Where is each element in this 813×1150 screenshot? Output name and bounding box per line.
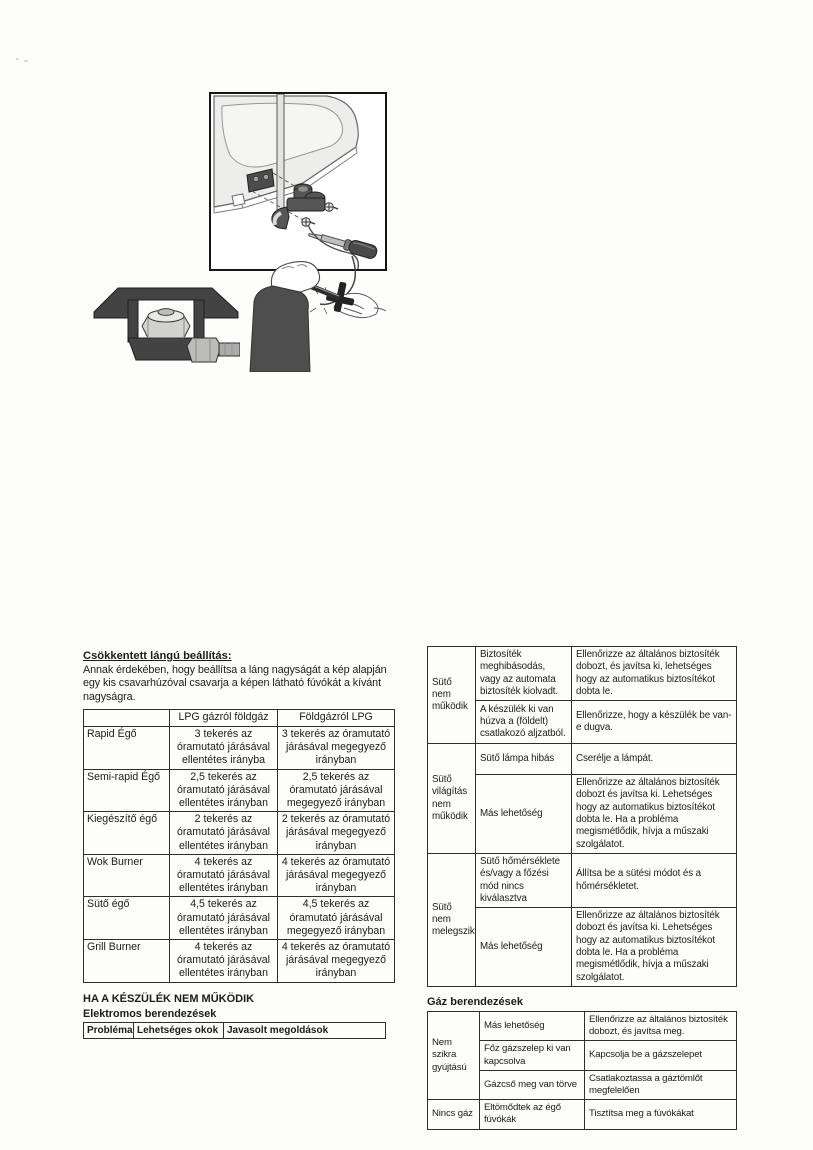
turns-cell: 4,5 tekerés az óramutató járásával megegyező irányban [278, 897, 395, 940]
reduced-flame-heading: Csökkentett lángú beállítás: [83, 650, 232, 662]
table-header-row [84, 709, 395, 726]
burner-name-cell: Kiegészítő égő [84, 812, 170, 855]
cause-cell: Más lehetőség [476, 908, 572, 987]
exploded-view-figure [209, 92, 387, 271]
turns-cell: 4 tekerés az óramutató járásával megegyező irányban [278, 939, 395, 982]
turns-cell: 4,5 tekerés az óramutató járásával ellentétes irányban [170, 897, 278, 940]
turns-cell: 3 tekerés az óramutató járásával megegyező irányban [278, 726, 395, 769]
right-column [427, 646, 738, 1130]
problem-header-table [83, 1022, 386, 1039]
cause-cell: Főz gázszelep ki van kapcsolva [480, 1041, 585, 1070]
col-header-problem: Probléma [84, 1022, 134, 1038]
empty-header-cell [84, 709, 170, 726]
gas-troubleshooting-table [427, 1011, 737, 1130]
solution-cell: Tisztítsa meg a fúvókákat [585, 1100, 737, 1129]
table-row [84, 897, 395, 940]
hex-nut-icon [142, 309, 190, 338]
scan-artifact [16, 58, 19, 60]
problem-cell: Nem szikra gyújtású [428, 1011, 480, 1099]
table-header-row [84, 1022, 386, 1038]
turns-cell: 4 tekerés az óramutató járásával ellentétes irányban [170, 939, 278, 982]
table-row [428, 853, 737, 907]
burner-name-cell: Rapid Égő [84, 726, 170, 769]
scan-artifact [24, 60, 28, 62]
forearm-sleeve [250, 286, 310, 372]
cause-cell: Sütő hőmérséklete és/vagy a főzési mód nincs kiválasztva [476, 853, 572, 907]
col-header-solutions: Javasolt megoldások [224, 1022, 386, 1038]
cause-cell: Sütő lámpa hibás [476, 744, 572, 775]
solution-cell: Állítsa be a sütési módot és a hőmérsékletet. [572, 853, 737, 907]
turns-cell: 4 tekerés az óramutató járásával megegyező irányban [278, 854, 395, 897]
solution-cell: Ellenőrizze az általános biztosíték dobozt és javítsa ki. Lehetséges hogy az automatikus biztosítékot dobta le. Ha a probléma megismétlődik, hívja a műszaki szolgálatot. [572, 775, 737, 854]
table-row [428, 1011, 737, 1040]
burner-name-cell: Grill Burner [84, 939, 170, 982]
turns-cell: 2,5 tekerés az óramutató járásával megegyező irányban [278, 769, 395, 812]
table-row [84, 939, 395, 982]
bracket-figure [92, 282, 240, 377]
table-row [84, 769, 395, 812]
burner-name-cell: Wok Burner [84, 854, 170, 897]
screw-icon [325, 203, 338, 211]
col-header-lpg-to-natural: LPG gázról földgáz [170, 709, 278, 726]
gas-section-title: Gáz berendezések [427, 995, 523, 1008]
left-column [83, 650, 405, 1039]
pipe-coupling-icon [187, 338, 240, 362]
table-row [84, 812, 395, 855]
cause-cell: Más lehetőség [480, 1011, 585, 1040]
solution-cell: Csatlakoztassa a gáztömlőt megfelelően [585, 1070, 737, 1099]
table-row [428, 647, 737, 701]
table-row [428, 744, 737, 775]
gas-bracket-fitting-illustration [92, 282, 240, 372]
turns-cell: 2,5 tekerés az óramutató járásával ellentétes irányban [170, 769, 278, 812]
col-header-natural-to-lpg: Földgázról LPG [278, 709, 395, 726]
screwdriver-icon [307, 227, 378, 259]
solution-cell: Ellenőrizze az általános biztosíték dobozt és javítsa ki. Lehetséges hogy az automatikus biztosítékot dobta le. Ha a probléma megismétlődik, hívja a műszaki szolgálatot. [572, 908, 737, 987]
solution-cell: Cserélje a lámpát. [572, 744, 737, 775]
cause-cell: Biztosíték meghibásodás, vagy az automata biztosíték kiolvadt. [476, 647, 572, 701]
cause-cell: Eltömődtek az égő fúvókák [480, 1100, 585, 1129]
problem-cell: Sütő nem működik [428, 647, 476, 744]
tool-shaft [310, 286, 340, 298]
hand-tool-figure [248, 256, 388, 377]
electrical-troubleshooting-table [427, 646, 737, 987]
turns-cell: 2 tekerés az óramutató járásával megegyező irányban [278, 812, 395, 855]
not-working-title: HA A KÉSZÜLÉK NEM MŰKÖDIK [83, 992, 255, 1005]
table-row [84, 854, 395, 897]
solution-cell: Ellenőrizze az általános biztosíték dobozt, és javítsa meg. [585, 1011, 737, 1040]
reduced-flame-paragraph: Annak érdekében, hogy beállítsa a láng nagyságát a kép alapján egy kis csavarhúzóval csavarja a képen látható fúvókát a kívánt nagyságra. [83, 664, 387, 703]
table-row [84, 726, 395, 769]
turns-cell: 4 tekerés az óramutató járásával ellentétes irányban [170, 854, 278, 897]
problem-cell: Nincs gáz [428, 1100, 480, 1129]
hand-adjusting-nozzle-illustration [248, 256, 388, 372]
turns-cell: 3 tekerés az óramutató járásával ellentétes irányba [170, 726, 278, 769]
turns-cell: 2 tekerés az óramutató járásával ellentétes irányban [170, 812, 278, 855]
table-row [428, 1100, 737, 1129]
burner-adjustment-table [83, 709, 395, 983]
cause-cell: A készülék ki van húzva a (földelt) csatlakozó aljzatból. [476, 701, 572, 744]
burner-name-cell: Sütő égő [84, 897, 170, 940]
electrical-subtitle: Elektromos berendezések [83, 1007, 217, 1020]
problem-cell: Sütő világítás nem működik [428, 744, 476, 854]
solution-cell: Kapcsolja be a gázszelepet [585, 1041, 737, 1070]
solution-cell: Ellenőrizze az általános biztosíték dobozt, és javítsa ki, lehetséges hogy az automatikus biztosítékot dobta le. [572, 647, 737, 701]
cooker-underside-exploded-illustration [211, 94, 385, 269]
solution-cell: Ellenőrizze, hogy a készülék be van-e dugva. [572, 701, 737, 744]
col-header-causes: Lehetséges okok [134, 1022, 224, 1038]
problem-cell: Sütő nem melegszik [428, 853, 476, 986]
cause-cell: Gázcső meg van törve [480, 1070, 585, 1099]
burner-name-cell: Semi-rapid Égő [84, 769, 170, 812]
cause-cell: Más lehetőség [476, 775, 572, 854]
